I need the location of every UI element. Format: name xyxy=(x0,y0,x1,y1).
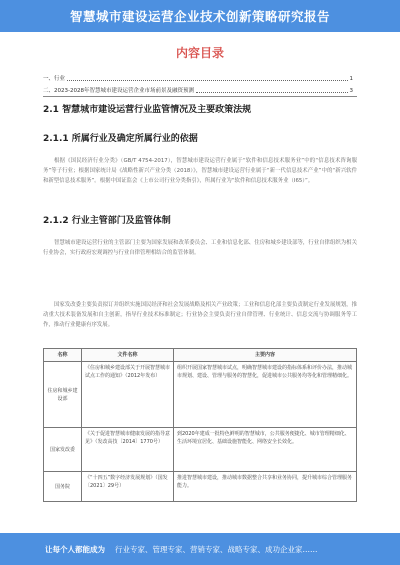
toc-item-page: 1 xyxy=(349,76,353,82)
toc-divider xyxy=(43,96,357,97)
table-cell: 住房和城乡建设部 xyxy=(44,362,82,428)
report-footer xyxy=(0,533,400,565)
table-cell: 《关于促进智慧城市健康发展的指导意见》（发改高技〔2014〕1770号） xyxy=(82,428,174,472)
toc-item[interactable] xyxy=(43,86,353,94)
toc-item-text: 二、2023-2028年智慧城市建设运营企业市场前景及融资预测 xyxy=(43,88,194,94)
policy-table xyxy=(43,348,357,502)
table-cell: 《住房和城乡建设部关于开展智慧城市试点工作的通知》（2012年发布） xyxy=(82,362,174,428)
table-header-cell: 主要内容 xyxy=(174,349,357,362)
table-header-row xyxy=(44,349,357,362)
toc-leader xyxy=(196,92,348,93)
toc-item-text: 一、行业 xyxy=(43,76,66,82)
table-cell: 《“十四五”数字经济发展规划》（国发〔2021〕29号） xyxy=(82,472,174,502)
toc-leader xyxy=(67,80,347,81)
footer-lead: 让每个人都能成为 xyxy=(45,544,105,554)
subsection-heading-1: 2.1.1 所属行业及确定所属行业的依据 xyxy=(43,134,198,144)
report-header xyxy=(0,0,400,32)
section-heading: 2.1 智慧城市建设运营行业监管情况及主要政策法规 xyxy=(43,105,252,115)
table-cell: 国家发改委 xyxy=(44,428,82,472)
toc-item-page: 3 xyxy=(349,88,353,94)
paragraph-regulation: 智慧城市建设运营行业的主管部门主要为国家发展和改革委员会、工业和信息化部、住房和城乡建设部等，行业自律组织为相关行业协会，实行政府宏观调控与行业自律管理相结合的监管体制。 xyxy=(43,240,357,256)
report-title: 智慧城市建设运营企业技术创新策略研究报告 xyxy=(69,9,330,24)
table-cell: 推进智慧城市建设，推动城市数据整合共享和业务协同，提升城市综合管理服务能力。 xyxy=(174,472,357,502)
table-header-cell: 名称 xyxy=(44,349,82,362)
table-row xyxy=(44,428,357,472)
toc-title: 内容目录 xyxy=(175,46,224,60)
paragraph-industry-basis: 根据《国民经济行业分类》（GB/T 4754-2017），智慧城市建设运营行业属于“软件和信息技术服务业”中的“信息技术咨询服务”等子行业；根据国家统计局《战略性新兴产业分类（2018）》，智慧城市建设运营行业属于“新一代信息技术产业”中的“新兴软件和新型信息技术服务”。根据中国证监会《上市公司行业分类指引》，所属行业为“软件和信息技术服务业（I65）”。 xyxy=(43,158,357,184)
footer-slogan: 行业专家、管理专家、营销专家、战略专家、成功企业家…… xyxy=(115,544,318,554)
table-row xyxy=(44,472,357,502)
table-cell: 组织开展国家智慧城市试点，明确智慧城市建设的指标体系和评价办法，推动城市规划、建设、管理与服务的智慧化，促进城市公共服务均等化和管理精细化。 xyxy=(174,362,357,428)
toc-item[interactable] xyxy=(43,74,353,82)
table-cell: 国务院 xyxy=(44,472,82,502)
table-row xyxy=(44,362,357,428)
table-header-cell: 文件名称 xyxy=(82,349,174,362)
subsection-heading-2: 2.1.2 行业主管部门及监管体制 xyxy=(43,216,171,226)
paragraph-authorities: 国家发改委主要负责拟订并组织实施国民经济和社会发展战略及相关产业政策；工业和信息化部主要负责制定行业发展规划，推动重大技术装备发展和自主创新，指导行业技术标准制定；行业协会主要负责行业自律管理、行业统计、信息交流与协调服务等工作，推动行业健康有序发展。 xyxy=(43,302,357,328)
table-cell: 到2020年建成一批特色鲜明的智慧城市，公共服务便捷化、城市管理精细化、生活环境宜居化、基础设施智能化、网络安全长效化。 xyxy=(174,428,357,472)
